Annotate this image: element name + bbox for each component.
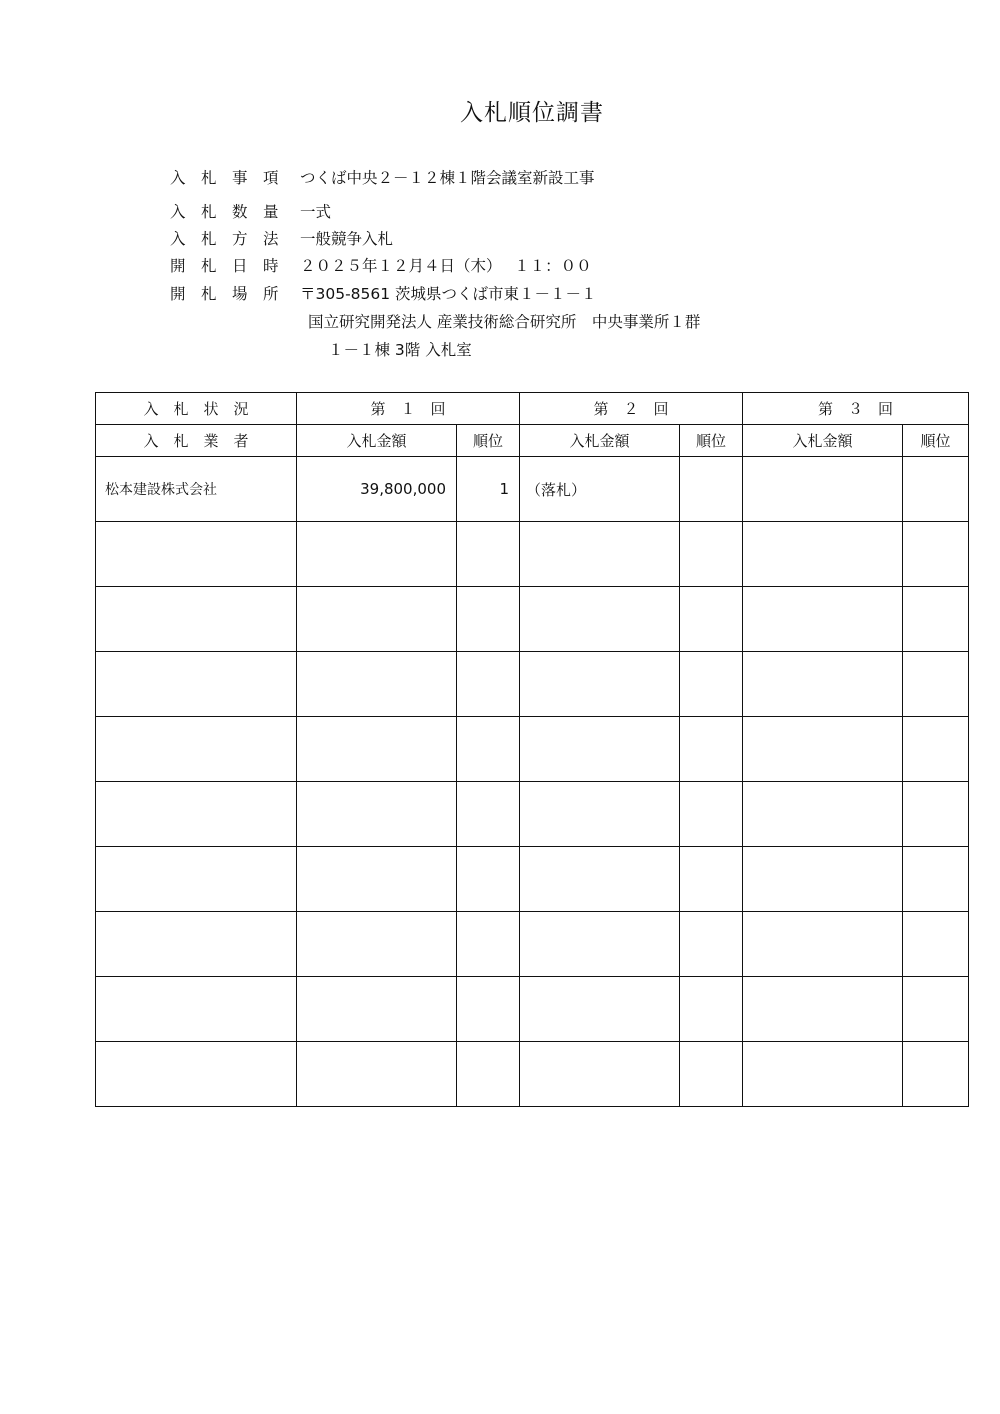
round-2-amount: [520, 1042, 680, 1107]
round-3-header: 第 ３ 回: [743, 393, 969, 425]
bidder-name: [96, 652, 297, 717]
round-1-amount: 39,800,000: [297, 457, 457, 522]
round-1-rank: [457, 1042, 520, 1107]
round-2-rank: [680, 977, 743, 1042]
round-1-amount: [297, 652, 457, 717]
table-row: [96, 847, 969, 912]
info-label: 入 札 方 法: [170, 230, 279, 248]
info-label: 入 札 事 項: [170, 169, 279, 187]
round-3-amount: [743, 977, 903, 1042]
round-2-rank: [680, 717, 743, 782]
round-1-rank: [457, 587, 520, 652]
round-3-rank: [903, 847, 969, 912]
table-row: [96, 457, 969, 522]
round-3-rank: [903, 1042, 969, 1107]
info-label: 開 札 日 時: [170, 257, 279, 275]
round-2-amount: [520, 522, 680, 587]
round-2-rank: [680, 1042, 743, 1107]
round-3-amount: [743, 522, 903, 587]
bidder-name: [96, 1042, 297, 1107]
bid-ranking-table: [95, 392, 969, 1107]
table-row: [96, 782, 969, 847]
bidder-name: [96, 912, 297, 977]
bidder-name: [96, 977, 297, 1042]
table-row: [96, 652, 969, 717]
table-row: [96, 522, 969, 587]
round-3-rank: [903, 717, 969, 782]
info-row-bid-item: [170, 167, 595, 189]
round-1-rank: [457, 912, 520, 977]
round-2-rank: [680, 847, 743, 912]
round-3-amount: [743, 717, 903, 782]
bidder-name: [96, 782, 297, 847]
info-value: つくば中央２－１２棟１階会議室新設工事: [300, 169, 595, 187]
address-line-1: 国立研究開発法人 産業技術総合研究所 中央事業所１群: [308, 313, 701, 331]
round-2-amount: （落札）: [520, 457, 680, 522]
round-1-rank: [457, 652, 520, 717]
round-3-rank: [903, 522, 969, 587]
info-label: 開 札 場 所: [170, 285, 279, 303]
table-row: [96, 1042, 969, 1107]
round-2-header: 第 ２ 回: [520, 393, 743, 425]
rank-header: 順位: [903, 425, 969, 457]
bidder-name: [96, 522, 297, 587]
round-3-amount: [743, 912, 903, 977]
round-1-amount: [297, 717, 457, 782]
round-3-rank: [903, 652, 969, 717]
info-value: 一式: [300, 203, 332, 221]
round-1-rank: [457, 847, 520, 912]
info-row-quantity: [170, 201, 331, 223]
round-1-rank: [457, 717, 520, 782]
round-3-rank: [903, 782, 969, 847]
table-row: [96, 912, 969, 977]
round-2-rank: [680, 652, 743, 717]
amount-header: 入札金額: [743, 425, 903, 457]
round-3-amount: [743, 782, 903, 847]
info-label: 入 札 数 量: [170, 203, 279, 221]
round-1-rank: [457, 522, 520, 587]
round-2-amount: [520, 912, 680, 977]
page-title: 入札順位調書: [460, 100, 604, 126]
info-row-method: [170, 228, 393, 250]
rank-header: 順位: [680, 425, 743, 457]
bidder-name: 松本建設株式会社: [96, 457, 297, 522]
bidder-header: 入 札 業 者: [96, 425, 297, 457]
round-3-rank: [903, 912, 969, 977]
status-header: 入 札 状 況: [96, 393, 297, 425]
bidder-name: [96, 587, 297, 652]
round-1-amount: [297, 977, 457, 1042]
rank-header: 順位: [457, 425, 520, 457]
round-3-amount: [743, 457, 903, 522]
round-2-amount: [520, 652, 680, 717]
table-header-rounds: [96, 393, 969, 425]
round-2-rank: [680, 782, 743, 847]
round-3-rank: [903, 457, 969, 522]
table-row: [96, 587, 969, 652]
bidder-name: [96, 847, 297, 912]
amount-header: 入札金額: [520, 425, 680, 457]
round-1-amount: [297, 587, 457, 652]
round-1-amount: [297, 782, 457, 847]
amount-header: 入札金額: [297, 425, 457, 457]
round-3-amount: [743, 652, 903, 717]
round-1-rank: [457, 782, 520, 847]
round-2-rank: [680, 587, 743, 652]
round-1-amount: [297, 1042, 457, 1107]
table-row: [96, 717, 969, 782]
round-1-header: 第 １ 回: [297, 393, 520, 425]
round-2-amount: [520, 587, 680, 652]
info-value: 〒305-8561 茨城県つくば市東１－１－１: [300, 285, 597, 303]
info-row-datetime: [170, 255, 592, 277]
round-2-amount: [520, 717, 680, 782]
round-2-amount: [520, 782, 680, 847]
round-1-rank: 1: [457, 457, 520, 522]
round-3-rank: [903, 977, 969, 1042]
round-2-amount: [520, 847, 680, 912]
round-3-amount: [743, 1042, 903, 1107]
round-2-rank: [680, 912, 743, 977]
info-value: 一般競争入札: [300, 230, 394, 248]
info-row-place: [170, 283, 597, 305]
round-1-amount: [297, 847, 457, 912]
table-row: [96, 977, 969, 1042]
table-header-columns: [96, 425, 969, 457]
info-value: ２０２５年１２月４日（木） １１：００: [300, 257, 592, 275]
round-1-amount: [297, 522, 457, 587]
round-1-rank: [457, 977, 520, 1042]
round-3-rank: [903, 587, 969, 652]
round-2-rank: [680, 457, 743, 522]
address-line-2: １－１棟 3階 入札室: [328, 341, 472, 359]
round-1-amount: [297, 912, 457, 977]
round-2-amount: [520, 977, 680, 1042]
round-3-amount: [743, 587, 903, 652]
round-2-rank: [680, 522, 743, 587]
bidder-name: [96, 717, 297, 782]
round-3-amount: [743, 847, 903, 912]
